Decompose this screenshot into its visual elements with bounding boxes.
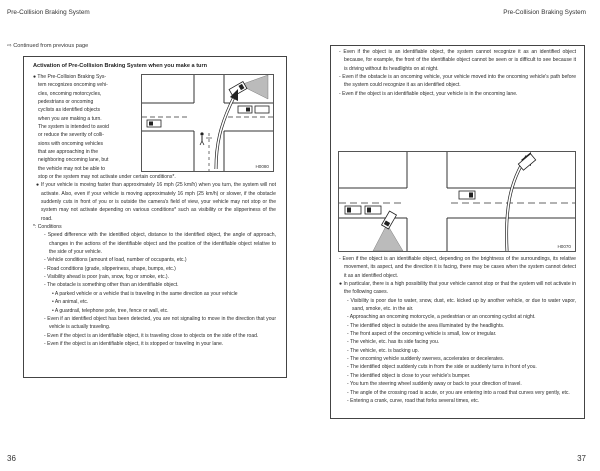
- bullet1-line: the vehicle may not be able to: [38, 165, 106, 172]
- header-left-title: Pre-Collision Braking System: [7, 9, 90, 16]
- condition-item: - Even if the object is an identifiable object, it is stopped or traveling in your lane.: [44, 340, 224, 347]
- case-item: - The angle of the crossing road is acute, or you are entering into a road that curves very gently, etc.: [347, 389, 570, 396]
- case-item: - The identified object suddenly cuts in from the side or suddenly turns in front of you.: [347, 364, 537, 371]
- bullet1-line: when you are making a turn.: [38, 115, 102, 122]
- case-item: - You turn the steering wheel suddenly away or back to your direction of travel.: [347, 381, 522, 388]
- sub-item: • A guardrail, telephone pole, tree, fence or wall, etc.: [52, 307, 169, 314]
- condition-item: - Even if the object is an identifiable object, the system cannot recognize it as an identified object because, for example, the front of the identifiable object cannot be seen or is difficult to see because it is driving without its headlights on at night.: [339, 49, 576, 72]
- turn-illustration-drawing: [142, 75, 273, 171]
- bullet1-line: neighboring oncoming lane, but: [38, 157, 109, 164]
- sub-item: • An animal, etc.: [52, 299, 89, 306]
- condition-item: - Road conditions (grade, slipperiness, shape, bumps, etc.): [44, 265, 176, 272]
- condition-item: - Speed difference with the identified object, distance to the identified object, the angle of approach, changes in the actions of the identifiable object and the position of the identifiable object relative to the side of your vehicle.: [44, 232, 276, 256]
- condition-item: - Even if the object is an identifiable object, it is traveling close to objects on the side of the road.: [44, 332, 259, 339]
- bullet1-wrapped-text: [33, 73, 139, 173]
- bullet1-line: sions with oncoming vehicles: [38, 140, 104, 147]
- case-item: - The identified object is close to your vehicle's bumper.: [347, 372, 471, 379]
- condition-item: - Even if the object is an identifiable object, depending on the brightness of the surroundings, its relative movement, its aspect, and the direction it is facing, there may be cases when the system cannot detect it as an identified object.: [339, 256, 576, 279]
- bullet1-line: cyclists as identified objects: [38, 107, 100, 114]
- bullet1-tail: stop or the system may not activate under certain conditions*.: [38, 174, 176, 180]
- case-item: - The oncoming vehicle suddenly swerves, accelerates or decelerates.: [347, 356, 505, 363]
- condition-item: - Even if the object is an identifiable object, your vehicle is in the oncoming lane.: [339, 90, 518, 97]
- bullet1-line: tem recognizes oncoming vehi-: [38, 82, 108, 89]
- figure-code: H0080: [255, 164, 269, 169]
- bullet1-line: The system is intended to avoid: [38, 124, 109, 131]
- section-title: Activation of Pre-Collision Braking System when you make a turn: [33, 63, 208, 69]
- turn-illustration: [141, 74, 274, 172]
- bullet-text: ● In particular, there is a high possibility that your vehicle cannot stop or that the system will not activate in the following cases.: [339, 281, 576, 296]
- oncoming-lane-drawing: [339, 152, 575, 251]
- bullet1-line: pedestrians or oncoming: [38, 99, 94, 106]
- case-item: - The front aspect of the oncoming vehicle is small, low or irregular.: [347, 331, 497, 338]
- condition-item: - Vehicle conditions (amount of load, number of occupants, etc.): [44, 257, 187, 264]
- oncoming-lane-illustration: [338, 151, 576, 252]
- continued-note: ⇨ Continued from previous page: [7, 43, 89, 49]
- bullet1-line: that are approaching in the: [38, 149, 99, 156]
- page-number-left: 36: [7, 454, 16, 463]
- case-item: - The vehicle, etc. has its side facing you.: [347, 339, 440, 346]
- sub-item: • A parked vehicle or a vehicle that is traveling in the same direction as your vehicle: [52, 290, 238, 297]
- condition-item: - Even if the obstacle is an oncoming vehicle, your vehicle moved into the oncoming vehicle's path before the system could recognize it as an identified object.: [339, 74, 576, 89]
- figure-code: H0070: [557, 244, 571, 249]
- condition-item: - Even if an identified object has been detected, you are not signaling to move in the direction that your vehicle is actually traveling.: [44, 315, 276, 331]
- bullet1-line: ● The Pre-Collision Braking Sys-: [33, 74, 107, 80]
- case-item: - Approaching an oncoming motorcycle, a pedestrian or an oncoming cyclist at night.: [347, 314, 536, 321]
- conditions-label: *: Conditions: [33, 224, 62, 231]
- left-body-text: [33, 173, 276, 348]
- bullet1-line: cles, oncoming motorcycles,: [38, 90, 102, 97]
- case-item: - The vehicle, etc. is backing up.: [347, 347, 420, 354]
- condition-item: - Visibility ahead is poor (rain, snow, fog or smoke, etc.).: [44, 274, 170, 281]
- bullet2-text: ● If your vehicle is moving faster than approximately 16 mph (25 km/h) when you turn, the system will not activate. Also, even if your vehicle is moving approximately 16 mph (25 km/h) or slower, if the obstacle suddenly cuts in front of you or is outside the camera's field of view, your vehicle may not stop or the system may not activate depending on various conditions* such as visibility or the slipperiness of the road.: [36, 182, 276, 222]
- page-number-right: 37: [577, 454, 586, 463]
- condition-item: - The obstacle is something other than an identifiable object.: [44, 282, 179, 289]
- right-top-text: [336, 48, 576, 98]
- case-item: - Entering a crank, curve, road that forks several times, etc.: [347, 397, 480, 404]
- right-bottom-text: [336, 255, 576, 405]
- case-item: - Visibility is poor due to water, snow, dust, etc. kicked up by another vehicle, or due to water vapor, sand, smoke, etc. in the air.: [347, 297, 576, 313]
- case-item: - The identified object is outside the area illuminated by the headlights.: [347, 322, 505, 329]
- header-right-title: Pre-Collision Braking System: [503, 9, 586, 16]
- bullet1-line: or reduce the severity of colli-: [38, 132, 104, 139]
